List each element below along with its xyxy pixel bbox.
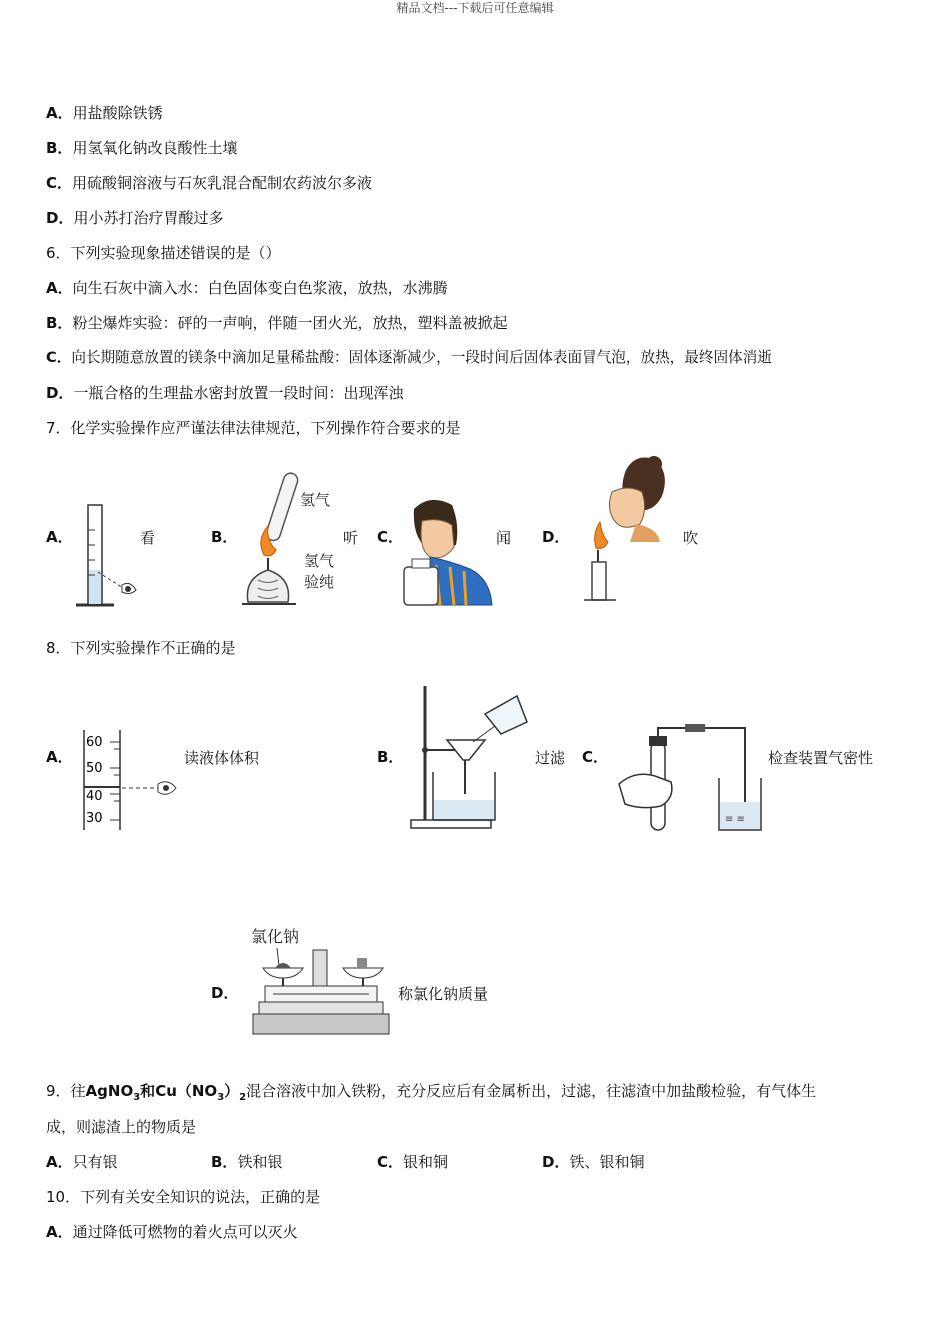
q7-c-letter: C．	[377, 528, 404, 546]
q8-d-letter: D．	[211, 984, 239, 1002]
fig-label-purity-test: 验纯	[304, 573, 335, 591]
q6-option-c	[46, 348, 772, 368]
tick-label: 30	[86, 811, 103, 826]
q9-stem-line1	[46, 1081, 816, 1108]
q8-b-caption: 过滤	[535, 749, 566, 767]
tick-label: 60	[86, 735, 103, 750]
q6-option-d	[46, 383, 403, 403]
q7-a-caption: 看	[140, 529, 156, 547]
option-text: 通过降低可燃物的着火点可以灭火	[72, 1223, 298, 1241]
option-letter: A．	[46, 1153, 73, 1171]
q6-option-b	[46, 313, 507, 333]
q8-stem: 8．下列实验操作不正确的是	[46, 639, 236, 657]
option-text: 铁、银和铜	[569, 1153, 645, 1171]
q8-b-filtration-figure	[405, 682, 533, 832]
option-text: 银和铜	[403, 1153, 449, 1171]
option-text: 只有银	[72, 1153, 118, 1171]
option-letter: D．	[46, 209, 74, 227]
q9-stem-text: 混合溶液中加入铁粉，充分反应后有金属析出，过滤，往滤渣中加盐酸检验，有气体生	[246, 1082, 817, 1100]
option-letter: A．	[46, 1223, 73, 1241]
subscript: 2	[239, 1092, 247, 1103]
q5-option-a	[46, 103, 163, 123]
svg-text:≡ ≡: ≡ ≡	[725, 814, 745, 825]
fig-label-hydrogen-2: 氢气	[304, 552, 335, 570]
q8-d-balance-figure	[245, 920, 395, 1038]
option-text: 用小苏打治疗胃酸过多	[73, 209, 224, 227]
subscript: 3	[217, 1092, 225, 1103]
q9-option-b	[211, 1152, 282, 1172]
option-letter: C．	[46, 174, 73, 192]
option-text: 用硫酸铜溶液与石灰乳混合配制农药波尔多液	[72, 174, 373, 192]
q5-option-b	[46, 138, 237, 158]
q7-d-caption: 吹	[683, 529, 699, 547]
option-letter: C．	[46, 349, 72, 366]
q9-option-d	[542, 1152, 644, 1172]
q10-stem: 10．下列有关安全知识的说法，正确的是	[46, 1188, 321, 1206]
option-letter: B．	[46, 139, 73, 157]
q7-d-blow-out-figure	[570, 452, 675, 604]
option-text: 一瓶合格的生理盐水密封放置一段时间：出现浑浊	[73, 384, 404, 402]
q8-c-caption: 检查装置气密性	[768, 749, 874, 767]
page-header: 精品文档---下载后可任意编辑	[396, 1, 554, 15]
q6-stem: 6．下列实验现象描述错误的是（）	[46, 244, 281, 262]
q7-c-smell-figure	[400, 495, 495, 607]
formula-agno3: AgNO	[85, 1082, 134, 1100]
option-letter: B．	[211, 1153, 238, 1171]
q5-option-d	[46, 208, 223, 228]
q6-option-a	[46, 278, 448, 298]
formula-cu: Cu	[155, 1082, 177, 1100]
option-text: 用盐酸除铁锈	[72, 104, 163, 122]
q7-d-letter: D．	[542, 528, 570, 546]
option-text: 向长期随意放置的镁条中滴加足量稀盐酸：固体逐渐减少，一段时间后固体表面冒气泡，放热，最终固体消逝	[71, 349, 772, 366]
q7-a-letter: A．	[46, 528, 73, 546]
option-letter: D．	[542, 1153, 570, 1171]
tick-label: 50	[86, 761, 103, 776]
option-text: 铁和银	[237, 1153, 283, 1171]
q7-c-caption: 闻	[496, 529, 512, 547]
option-letter: C．	[377, 1153, 404, 1171]
q7-b-letter: B．	[211, 528, 238, 546]
option-letter: A．	[46, 104, 73, 122]
q8-a-caption: 读液体体积	[184, 749, 260, 767]
fig-label-hydrogen: 氢气	[300, 491, 331, 509]
option-letter: D．	[46, 384, 74, 402]
subscript: 3	[133, 1092, 141, 1103]
q7-b-hydrogen-purity-figure	[232, 470, 347, 610]
fig-label-sodium-chloride: 氯化钠	[251, 927, 300, 946]
q8-a-letter: A．	[46, 748, 73, 766]
q7-b-caption: 听	[343, 529, 359, 547]
q8-a-reading-volume-figure	[78, 728, 178, 833]
option-letter: A．	[46, 279, 73, 297]
q9-stem-line2: 成，则滤渣上的物质是	[46, 1118, 197, 1136]
q8-b-letter: B．	[377, 748, 404, 766]
q10-option-a	[46, 1222, 298, 1242]
formula-no3: （NO	[176, 1082, 218, 1100]
q5-option-c	[46, 173, 372, 193]
q8-c-airtightness-figure	[615, 722, 765, 834]
q9-option-a	[46, 1152, 118, 1172]
conjunction: 和	[140, 1082, 156, 1100]
option-text: 用氢氧化钠改良酸性土壤	[72, 139, 238, 157]
q8-c-letter: C．	[582, 748, 609, 766]
q9-option-c	[377, 1152, 448, 1172]
formula-close: ）	[224, 1082, 240, 1100]
q8-d-caption: 称氯化钠质量	[398, 985, 489, 1003]
q7-a-graduated-cylinder-figure	[68, 500, 143, 610]
q7-stem: 7．化学实验操作应严谨法律法律规范，下列操作符合要求的是	[46, 419, 461, 437]
option-text: 向生石灰中滴入水：白色固体变白色浆液，放热，水沸腾	[72, 279, 448, 297]
option-text: 粉尘爆炸实验：砰的一声响，伴随一团火光，放热，塑料盖被掀起	[72, 314, 508, 332]
option-letter: B．	[46, 314, 73, 332]
tick-label: 40	[86, 789, 103, 804]
q9-number: 9．往	[46, 1082, 86, 1100]
